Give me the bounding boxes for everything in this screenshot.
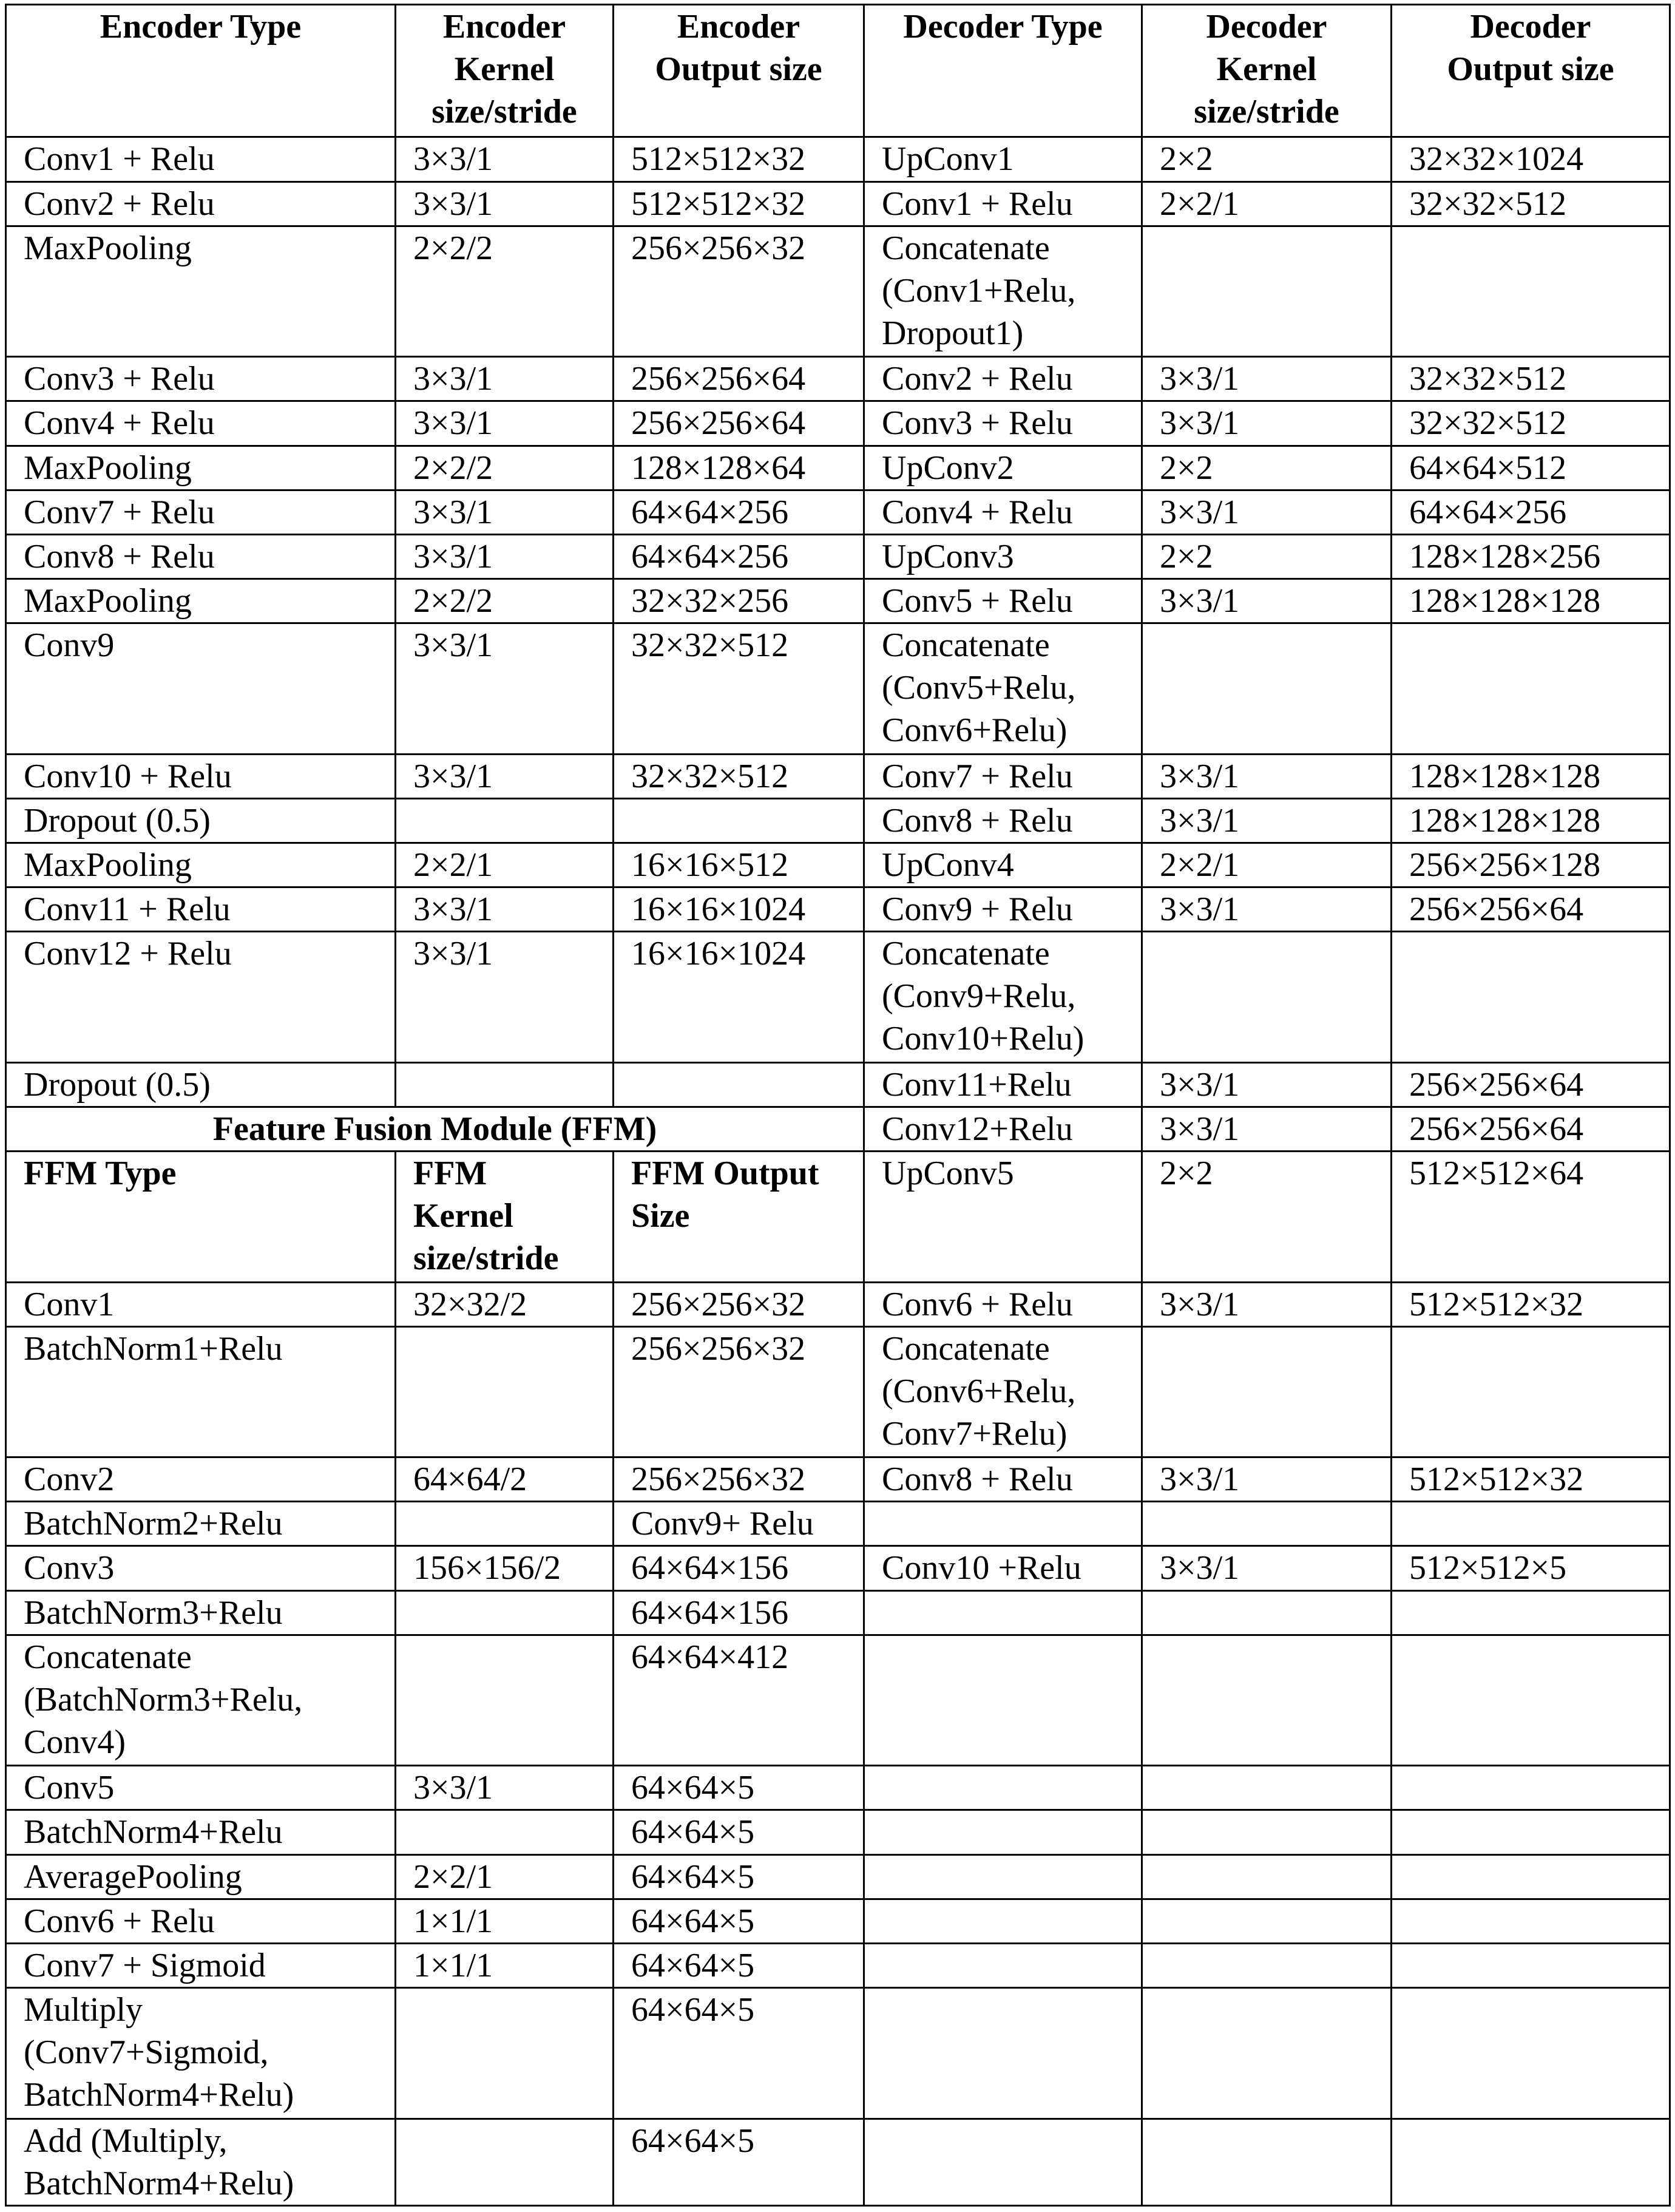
architecture-table: [5, 4, 1671, 2207]
cell-encoder-type: Conv2 + Relu: [6, 182, 396, 226]
cell-encoder-output: 512×512×32: [614, 137, 864, 182]
cell-encoder-kernel: 3×3/1: [396, 1766, 614, 1810]
table-row: [6, 446, 1670, 490]
ffm-table-row: [6, 1635, 1670, 1765]
cell-encoder-kernel: 3×3/1: [396, 182, 614, 226]
header-encoder-type: Encoder Type: [6, 5, 396, 137]
cell-decoder-kernel: [1142, 1988, 1392, 2119]
cell-decoder-kernel: [1142, 226, 1392, 356]
cell-decoder-type: Concatenate (Conv5+Relu, Conv6+Relu): [864, 623, 1142, 754]
cell-decoder-kernel: [1142, 1899, 1392, 1943]
cell-encoder-type: BatchNorm2+Relu: [6, 1502, 396, 1546]
cell-encoder-type: Conv1 + Relu: [6, 137, 396, 182]
cell-decoder-type: [864, 1766, 1142, 1810]
table-row: [6, 1062, 1670, 1107]
ffm-table-row: [6, 1766, 1670, 1810]
cell-encoder-type: BatchNorm4+Relu: [6, 1810, 396, 1854]
cell-encoder-kernel: [396, 1502, 614, 1546]
ffm-table-row: [6, 1899, 1670, 1943]
cell-encoder-output: 256×256×32: [614, 1326, 864, 1457]
cell-encoder-output: 64×64×5: [614, 1766, 864, 1810]
cell-decoder-type: Conv5 + Relu: [864, 579, 1142, 623]
cell-encoder-type: Dropout (0.5): [6, 798, 396, 843]
cell-encoder-type: Conv1: [6, 1282, 396, 1326]
cell-encoder-output: 512×512×32: [614, 182, 864, 226]
table-row: [6, 798, 1670, 843]
cell-decoder-kernel: 2×2: [1142, 137, 1392, 182]
table-row: [6, 623, 1670, 754]
cell-encoder-kernel: 3×3/1: [396, 490, 614, 534]
cell-decoder-output: [1392, 932, 1670, 1062]
cell-encoder-type: MaxPooling: [6, 843, 396, 887]
cell-decoder-output: 256×256×128: [1392, 843, 1670, 887]
cell-decoder-kernel: [1142, 1590, 1392, 1635]
cell-decoder-type: Conv9 + Relu: [864, 887, 1142, 932]
cell-decoder-kernel: 3×3/1: [1142, 1107, 1392, 1151]
cell-encoder-output: 16×16×512: [614, 843, 864, 887]
ffm-section-title: Feature Fusion Module (FFM): [6, 1107, 864, 1151]
cell-decoder-kernel: 3×3/1: [1142, 401, 1392, 446]
cell-decoder-output: [1392, 1899, 1670, 1943]
cell-encoder-kernel: 2×2/2: [396, 446, 614, 490]
cell-decoder-output: 512×512×32: [1392, 1457, 1670, 1502]
cell-encoder-kernel: 3×3/1: [396, 932, 614, 1062]
cell-encoder-type: BatchNorm3+Relu: [6, 1590, 396, 1635]
cell-decoder-kernel: 3×3/1: [1142, 754, 1392, 798]
header-encoder-kernel: Encoder Kernel size/stride: [396, 5, 614, 137]
table-row: [6, 226, 1670, 356]
cell-decoder-output: [1392, 1635, 1670, 1765]
cell-decoder-kernel: 3×3/1: [1142, 798, 1392, 843]
cell-decoder-output: [1392, 1943, 1670, 1987]
ffm-table-row: [6, 1810, 1670, 1854]
cell-decoder-type: Concatenate (Conv9+Relu, Conv10+Relu): [864, 932, 1142, 1062]
table-body: [6, 5, 1670, 2206]
table-row: [6, 490, 1670, 534]
cell-decoder-type: UpConv3: [864, 534, 1142, 578]
cell-decoder-type: UpConv5: [864, 1152, 1142, 1282]
cell-decoder-type: [864, 1988, 1142, 2119]
cell-encoder-output: 64×64×256: [614, 490, 864, 534]
cell-encoder-output: 32×32×512: [614, 754, 864, 798]
cell-encoder-kernel: 3×3/1: [396, 623, 614, 754]
cell-decoder-kernel: [1142, 1766, 1392, 1810]
cell-decoder-output: 32×32×1024: [1392, 137, 1670, 182]
cell-decoder-kernel: [1142, 1502, 1392, 1546]
cell-encoder-type: Conv7 + Relu: [6, 490, 396, 534]
cell-encoder-kernel: [396, 798, 614, 843]
cell-decoder-type: UpConv1: [864, 137, 1142, 182]
cell-decoder-output: [1392, 1502, 1670, 1546]
cell-encoder-kernel: 1×1/1: [396, 1899, 614, 1943]
cell-decoder-kernel: 2×2/1: [1142, 843, 1392, 887]
cell-decoder-type: Concatenate (Conv1+Relu, Dropout1): [864, 226, 1142, 356]
cell-encoder-type: MaxPooling: [6, 226, 396, 356]
cell-decoder-type: Conv1 + Relu: [864, 182, 1142, 226]
cell-encoder-kernel: 64×64/2: [396, 1457, 614, 1502]
cell-encoder-kernel: 1×1/1: [396, 1943, 614, 1987]
cell-decoder-kernel: 3×3/1: [1142, 490, 1392, 534]
cell-encoder-type: Add (Multiply, BatchNorm4+Relu): [6, 2119, 396, 2206]
ffm-header-type: FFM Type: [6, 1152, 396, 1282]
cell-decoder-kernel: 3×3/1: [1142, 1457, 1392, 1502]
table-row: [6, 754, 1670, 798]
cell-encoder-output: 16×16×1024: [614, 932, 864, 1062]
table-row: [6, 401, 1670, 446]
cell-decoder-type: Conv4 + Relu: [864, 490, 1142, 534]
table-row: [6, 887, 1670, 932]
ffm-table-row: [6, 1590, 1670, 1635]
ffm-header-output: FFM Output Size: [614, 1152, 864, 1282]
cell-encoder-kernel: [396, 2119, 614, 2206]
cell-decoder-type: [864, 1899, 1142, 1943]
cell-decoder-kernel: 3×3/1: [1142, 887, 1392, 932]
cell-encoder-output: 64×64×156: [614, 1590, 864, 1635]
cell-encoder-output: [614, 798, 864, 843]
cell-decoder-type: [864, 1502, 1142, 1546]
cell-decoder-type: [864, 1590, 1142, 1635]
cell-encoder-kernel: 2×2/1: [396, 843, 614, 887]
cell-encoder-type: Conv4 + Relu: [6, 401, 396, 446]
cell-encoder-kernel: [396, 1590, 614, 1635]
cell-encoder-output: Conv9+ Relu: [614, 1502, 864, 1546]
cell-encoder-output: 256×256×32: [614, 1282, 864, 1326]
cell-encoder-type: Conv6 + Relu: [6, 1899, 396, 1943]
cell-encoder-output: 256×256×32: [614, 1457, 864, 1502]
cell-decoder-output: [1392, 1590, 1670, 1635]
cell-encoder-output: 64×64×156: [614, 1546, 864, 1590]
cell-encoder-output: 128×128×64: [614, 446, 864, 490]
cell-decoder-output: 64×64×256: [1392, 490, 1670, 534]
cell-decoder-kernel: [1142, 1326, 1392, 1457]
cell-encoder-output: [614, 1062, 864, 1107]
cell-encoder-type: Conv8 + Relu: [6, 534, 396, 578]
cell-decoder-type: Conv3 + Relu: [864, 401, 1142, 446]
table-row: [6, 932, 1670, 1062]
cell-decoder-output: 256×256×64: [1392, 1062, 1670, 1107]
cell-decoder-kernel: 3×3/1: [1142, 579, 1392, 623]
cell-encoder-type: Conv3: [6, 1546, 396, 1590]
header-decoder-kernel: Decoder Kernel size/stride: [1142, 5, 1392, 137]
cell-decoder-type: UpConv2: [864, 446, 1142, 490]
cell-encoder-kernel: 2×2/2: [396, 579, 614, 623]
cell-encoder-kernel: 32×32/2: [396, 1282, 614, 1326]
cell-encoder-kernel: 3×3/1: [396, 401, 614, 446]
ffm-table-row: [6, 1943, 1670, 1987]
cell-decoder-output: 32×32×512: [1392, 401, 1670, 446]
cell-decoder-output: 128×128×128: [1392, 798, 1670, 843]
cell-encoder-type: Conv11 + Relu: [6, 887, 396, 932]
cell-decoder-kernel: 3×3/1: [1142, 357, 1392, 401]
cell-decoder-type: Conv8 + Relu: [864, 798, 1142, 843]
cell-decoder-kernel: 2×2: [1142, 1152, 1392, 1282]
cell-encoder-kernel: [396, 1810, 614, 1854]
cell-decoder-type: Conv8 + Relu: [864, 1457, 1142, 1502]
header-decoder-type: Decoder Type: [864, 5, 1142, 137]
cell-decoder-kernel: 2×2: [1142, 534, 1392, 578]
cell-encoder-kernel: [396, 1635, 614, 1765]
cell-encoder-kernel: 3×3/1: [396, 887, 614, 932]
cell-decoder-type: Conv10 +Relu: [864, 1546, 1142, 1590]
ffm-table-row: [6, 1326, 1670, 1457]
cell-encoder-kernel: 156×156/2: [396, 1546, 614, 1590]
cell-decoder-type: Conv11+Relu: [864, 1062, 1142, 1107]
cell-decoder-type: Conv6 + Relu: [864, 1282, 1142, 1326]
cell-encoder-type: Concatenate (BatchNorm3+Relu, Conv4): [6, 1635, 396, 1765]
cell-decoder-type: [864, 1854, 1142, 1899]
header-encoder-output: Encoder Output size: [614, 5, 864, 137]
cell-decoder-type: [864, 1635, 1142, 1765]
cell-decoder-output: 256×256×64: [1392, 1107, 1670, 1151]
cell-decoder-output: 128×128×128: [1392, 579, 1670, 623]
cell-decoder-type: [864, 2119, 1142, 2206]
cell-decoder-output: [1392, 1854, 1670, 1899]
ffm-table-row: [6, 1457, 1670, 1502]
cell-encoder-type: MaxPooling: [6, 579, 396, 623]
cell-decoder-type: Conv7 + Relu: [864, 754, 1142, 798]
table-row: [6, 182, 1670, 226]
cell-decoder-kernel: 2×2: [1142, 446, 1392, 490]
cell-encoder-type: MaxPooling: [6, 446, 396, 490]
cell-encoder-kernel: [396, 1988, 614, 2119]
ffm-table-row: [6, 2119, 1670, 2206]
cell-encoder-output: 64×64×5: [614, 1943, 864, 1987]
cell-decoder-output: 512×512×5: [1392, 1546, 1670, 1590]
cell-encoder-output: 32×32×512: [614, 623, 864, 754]
cell-encoder-output: 256×256×64: [614, 401, 864, 446]
cell-decoder-type: [864, 1810, 1142, 1854]
table-row: [6, 843, 1670, 887]
cell-encoder-output: 64×64×5: [614, 1988, 864, 2119]
cell-encoder-kernel: 3×3/1: [396, 754, 614, 798]
cell-decoder-type: UpConv4: [864, 843, 1142, 887]
cell-encoder-kernel: [396, 1326, 614, 1457]
cell-encoder-type: Conv5: [6, 1766, 396, 1810]
cell-decoder-output: 512×512×32: [1392, 1282, 1670, 1326]
table-row: [6, 357, 1670, 401]
cell-decoder-type: [864, 1943, 1142, 1987]
cell-encoder-type: Conv2: [6, 1457, 396, 1502]
table-row: [6, 137, 1670, 182]
cell-decoder-output: 64×64×512: [1392, 446, 1670, 490]
cell-decoder-kernel: 3×3/1: [1142, 1282, 1392, 1326]
cell-decoder-output: 512×512×64: [1392, 1152, 1670, 1282]
cell-encoder-output: 256×256×64: [614, 357, 864, 401]
header-decoder-output: Decoder Output size: [1392, 5, 1670, 137]
table-row: [6, 534, 1670, 578]
cell-encoder-type: AveragePooling: [6, 1854, 396, 1899]
cell-decoder-type: Conv12+Relu: [864, 1107, 1142, 1151]
cell-decoder-kernel: [1142, 1854, 1392, 1899]
cell-encoder-output: 16×16×1024: [614, 887, 864, 932]
ffm-table-row: [6, 1988, 1670, 2119]
cell-encoder-type: Multiply (Conv7+Sigmoid, BatchNorm4+Relu): [6, 1988, 396, 2119]
cell-decoder-output: [1392, 1766, 1670, 1810]
cell-decoder-output: [1392, 1988, 1670, 2119]
cell-encoder-type: Conv10 + Relu: [6, 754, 396, 798]
cell-encoder-type: Conv3 + Relu: [6, 357, 396, 401]
cell-encoder-kernel: 3×3/1: [396, 534, 614, 578]
cell-decoder-output: [1392, 1810, 1670, 1854]
ffm-table-row: [6, 1502, 1670, 1546]
cell-decoder-type: Concatenate (Conv6+Relu, Conv7+Relu): [864, 1326, 1142, 1457]
cell-encoder-output: 32×32×256: [614, 579, 864, 623]
ffm-table-row: [6, 1282, 1670, 1326]
cell-encoder-type: Conv7 + Sigmoid: [6, 1943, 396, 1987]
cell-decoder-output: [1392, 2119, 1670, 2206]
cell-encoder-kernel: [396, 1062, 614, 1107]
cell-encoder-type: Dropout (0.5): [6, 1062, 396, 1107]
cell-encoder-output: 64×64×5: [614, 1854, 864, 1899]
cell-encoder-output: 64×64×5: [614, 1899, 864, 1943]
cell-decoder-kernel: 3×3/1: [1142, 1546, 1392, 1590]
ffm-title-row: [6, 1107, 1670, 1151]
cell-decoder-kernel: [1142, 932, 1392, 1062]
cell-decoder-kernel: [1142, 623, 1392, 754]
cell-encoder-output: 64×64×256: [614, 534, 864, 578]
cell-decoder-output: 256×256×64: [1392, 887, 1670, 932]
cell-encoder-kernel: 3×3/1: [396, 137, 614, 182]
cell-encoder-type: BatchNorm1+Relu: [6, 1326, 396, 1457]
cell-decoder-output: [1392, 226, 1670, 356]
table-row: [6, 579, 1670, 623]
cell-decoder-kernel: 3×3/1: [1142, 1062, 1392, 1107]
cell-encoder-output: 64×64×5: [614, 2119, 864, 2206]
cell-decoder-kernel: [1142, 1635, 1392, 1765]
cell-encoder-kernel: 3×3/1: [396, 357, 614, 401]
ffm-table-row: [6, 1546, 1670, 1590]
cell-encoder-output: 256×256×32: [614, 226, 864, 356]
ffm-table-row: [6, 1854, 1670, 1899]
cell-encoder-type: Conv9: [6, 623, 396, 754]
cell-encoder-kernel: 2×2/1: [396, 1854, 614, 1899]
cell-decoder-kernel: [1142, 1810, 1392, 1854]
ffm-header-row: [6, 1152, 1670, 1282]
cell-encoder-output: 64×64×412: [614, 1635, 864, 1765]
cell-encoder-type: Conv12 + Relu: [6, 932, 396, 1062]
cell-decoder-output: 128×128×128: [1392, 754, 1670, 798]
cell-decoder-output: 128×128×256: [1392, 534, 1670, 578]
cell-decoder-output: 32×32×512: [1392, 357, 1670, 401]
cell-decoder-type: Conv2 + Relu: [864, 357, 1142, 401]
cell-decoder-output: [1392, 623, 1670, 754]
cell-decoder-output: 32×32×512: [1392, 182, 1670, 226]
header-row: [6, 5, 1670, 137]
ffm-header-kernel: FFM Kernel size/stride: [396, 1152, 614, 1282]
cell-decoder-kernel: 2×2/1: [1142, 182, 1392, 226]
cell-encoder-output: 64×64×5: [614, 1810, 864, 1854]
cell-decoder-kernel: [1142, 1943, 1392, 1987]
cell-decoder-kernel: [1142, 2119, 1392, 2206]
cell-decoder-output: [1392, 1326, 1670, 1457]
cell-encoder-kernel: 2×2/2: [396, 226, 614, 356]
